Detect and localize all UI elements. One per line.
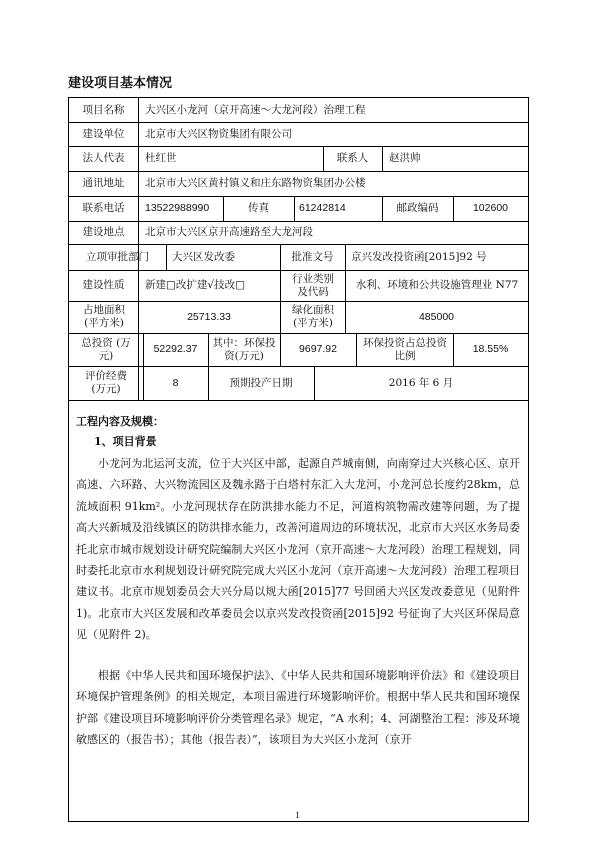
builder-value: 北京市大兴区物资集团有限公司 [145, 127, 292, 140]
eval-fee-value: 8 [172, 376, 179, 389]
phone-value: 13522988990 [145, 202, 210, 214]
phone-label: 联系电话 [82, 202, 125, 214]
industry-label: 行业类别及代码 [292, 272, 334, 298]
fax-value: 61242814 [299, 202, 346, 214]
env-ratio-label: 环保投资占总投资比例 [363, 336, 447, 362]
nature-label: 建设性质 [82, 279, 125, 291]
area-value: 25713.33 [187, 310, 231, 323]
approval-doc-value: 京兴发改投资函[2015]92 号 [351, 250, 487, 263]
contact-value: 赵洪帅 [389, 152, 421, 164]
approval-doc-label: 批准文号 [291, 250, 334, 263]
production-date-value: 2016 年 6 月 [388, 376, 454, 389]
env-investment-value: 9697.92 [299, 343, 337, 355]
postcode-value: 102600 [472, 202, 509, 214]
site-label: 建设地点 [82, 226, 125, 238]
background-paragraph: 小龙河为北运河支流，位于大兴区中部，起源自芦城南侧，向南穿过大兴核心区、京开高速、六环路、大兴物流园区及魏永路于白塔村东汇入大龙河，小龙河总长度约28km，总流域面积 91km²。小龙河现状存在防洪排水能力不足，河道构筑物需改建等问题，为了提高大兴新城及沿线镇区的防洪排水能力，改善河道周边的环境状况，北京市大兴区水务局委托北京市城市规划设计研究院编制大兴区小龙河（京开高速～大龙河段）治理工程规划，同时委托北京市水利规划设计研究院完成大兴区小龙河（京开高速～大龙河段）治理工程项目建议书。北京市规划委员会大兴分局以规大函[2015]77 号回函大兴区发改委意见（见附件 1)。北京市大兴区发展和改革委员会以京兴发改投资函[2015]92 号征询了大兴区环保局意见（见附件 2)。 [76, 457, 520, 642]
postcode-label: 邮政编码 [396, 202, 439, 214]
project-name-label: 项目名称 [82, 103, 125, 116]
area-label: 占地面积 (平方米) [83, 304, 125, 329]
green-area-value: 485000 [418, 310, 455, 323]
contact-label: 联系人 [336, 152, 369, 164]
site-value: 北京市大兴区京开高速路至大龙河段 [145, 226, 313, 238]
section-title: 工程内容及规模： [76, 415, 164, 428]
eval-fee-label: 评价经费 (万元) [85, 370, 127, 395]
address-label: 通讯地址 [82, 177, 125, 189]
approval-dept-label: 立项审批部门 [86, 250, 149, 263]
project-name-value: 大兴区小龙河（京开高速～大龙河段）治理工程 [145, 103, 366, 116]
address-value: 北京市大兴区黄村镇义和庄东路物资集团办公楼 [145, 177, 366, 189]
nature-value: 新建□改扩建√技改□ [145, 279, 246, 291]
fax-label: 传真 [248, 202, 269, 214]
legal-rep-value: 杜红世 [145, 152, 177, 164]
investment-value: 52292.37 [153, 343, 198, 355]
green-area-label: 绿化面积 (平方米) [292, 304, 334, 329]
investment-label: 总投资 (万元) [81, 336, 131, 362]
industry-value: 水利、环境和公共设施管理业 N77 [355, 279, 519, 291]
regulation-paragraph: 根据《中华人民共和国环境保护法》、《中华人民共和国环境影响评价法》和《建设项目环境保护管理条例》的相关规定，本项目需进行环境影响评价。根据中华人民共和国环境保护部《建设项目环境影响评价分类管理名录》规定，“A 水利；4、河湖整治工程：涉及环境敏感区的（报告书）；其他（报告表）”，该项目为大兴区小龙河（京开 [76, 669, 520, 747]
production-date-label: 预期投产日期 [229, 376, 293, 389]
builder-label: 建设单位 [82, 127, 125, 140]
env-investment-label: 其中：环保投资(万元) [212, 336, 276, 362]
env-ratio-value: 18.55% [472, 343, 509, 355]
page-title: 建设项目基本情况 [68, 76, 173, 91]
page-number: 1 [295, 810, 300, 820]
subsection-title: 1、项目背景 [94, 435, 157, 448]
legal-rep-label: 法人代表 [82, 152, 125, 164]
approval-dept-value: 大兴区发改委 [172, 250, 235, 263]
